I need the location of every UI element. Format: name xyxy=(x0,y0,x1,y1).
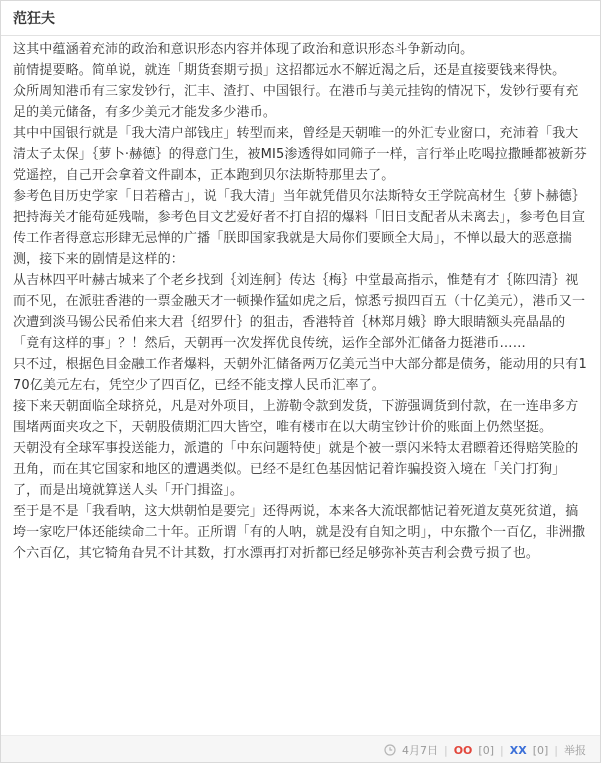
downvote-count: [0] xyxy=(532,743,549,757)
downvote-button[interactable]: XX xyxy=(509,743,527,757)
post-footer xyxy=(1,735,600,762)
paragraph: 只不过，根据色目金融工作者爆料，天朝外汇储备两万亿美元当中大部分都是债务，能动用的只有170亿美元左右，凭空少了四百亿，已经不能支撑人民币汇率了。 xyxy=(13,357,587,393)
paragraph: 从吉林四平叶赫古城来了个老乡找到｛刘连舸｝传达｛梅｝中堂最高指示，惟楚有才｛陈四清｝视而不见，在派驻香港的一票金融天才一顿操作猛如虎之后，惊悉亏损四百五（十亿美元），港币又一次遭到淡马锡公民希伯来大君｛绍罗什｝的狙击，香港特首｛林郑月娥｝睁大眼睛额头亮晶晶的「竟有这样的事」？！然后，天朝再一次发挥优良传统，运作全部外汇储备力挺港币…… xyxy=(13,273,586,351)
post-actions xyxy=(384,742,586,758)
post-content xyxy=(13,36,591,564)
author-name[interactable]: 范狂夫 xyxy=(13,11,55,27)
upvote-count: [0] xyxy=(478,743,494,757)
author-header xyxy=(1,1,600,36)
report-link[interactable]: 举报 xyxy=(564,744,586,757)
post-date: 4月7日 xyxy=(401,744,438,757)
clock-icon xyxy=(384,744,396,756)
paragraph: 接下来天朝面临全球挤兑，凡是对外项目，上游勒令款到发货，下游强调货到付款，在一连串多方围堵两面夹攻之下，天朝股债期汇四大皆空，唯有楼市在以大萌宝钞计价的账面上仍然坚挺。 xyxy=(13,399,579,435)
divider: | xyxy=(443,743,448,757)
paragraph: 这其中蕴涵着充沛的政治和意识形态内容并体现了政治和意识形态斗争新动向。 xyxy=(13,42,474,57)
paragraph: 至于是不是「我看呐，这大烘朝怕是要完」还得两说，本来各大流氓都惦记着死道友莫死贫道，搞垮一家吃尸体还能续命二十年。正所谓「有的人呐，就是没有自知之明」，中东撒个一百亿，非洲撒个六百亿，其它犄角旮旯不计其数，打水漂再打对折都已经足够弥补英吉利会费亏损了也。 xyxy=(13,504,586,561)
paragraph: 前情提要略。简单说，就连「期货套期亏损」这招都远水不解近渴之后，还是直接要钱来得快。 xyxy=(13,63,566,78)
upvote-button[interactable]: OO xyxy=(453,743,473,757)
divider: | xyxy=(500,743,504,757)
paragraph: 天朝没有全球军事投送能力，派遣的「中东问题特使」就是个被一票闪米特太君瞟着还得赔笑脸的丑角，而在其它国家和地区的遭遇类似。已经不是红色基因惦记着诈骗投资入境在「关门打狗」了，而是出境就算送人头「开门揖盗」。 xyxy=(13,441,579,498)
paragraph: 众所周知港币有三家发钞行，汇丰、渣打、中国银行。在港币与美元挂钩的情况下，发钞行要有充足的美元储备，有多少美元才能发多少港币。 xyxy=(13,84,579,120)
paragraph: 参考色目历史学家「日若稽古」，说「我大清」当年就凭借贝尔法斯特女王学院高材生｛萝卜赫德｝把持海关才能苟延残喘，参考色目文艺爱好者不打自招的爆料「旧日支配者从未离去」，参考色目宣传工作者得意忘形肆无忌惮的广播「朕即国家我就是大局你们要顾全大局」，不惮以最大的恶意揣测，接下来的剧情是这样的： xyxy=(13,189,586,267)
divider: | xyxy=(554,743,558,757)
paragraph: 其中中国银行就是「我大清户部钱庄」转型而来，曾经是天朝唯一的外汇专业窗口，充沛着「我大清太子太保」｛萝卜·赫德｝的得意门生，被MI5渗透得如同筛子一样，言行举止吃喝拉撒睡都被新芬党遥控，自己开会拿着文件副本，正本跑到贝尔法斯特那里去了。 xyxy=(13,126,587,183)
